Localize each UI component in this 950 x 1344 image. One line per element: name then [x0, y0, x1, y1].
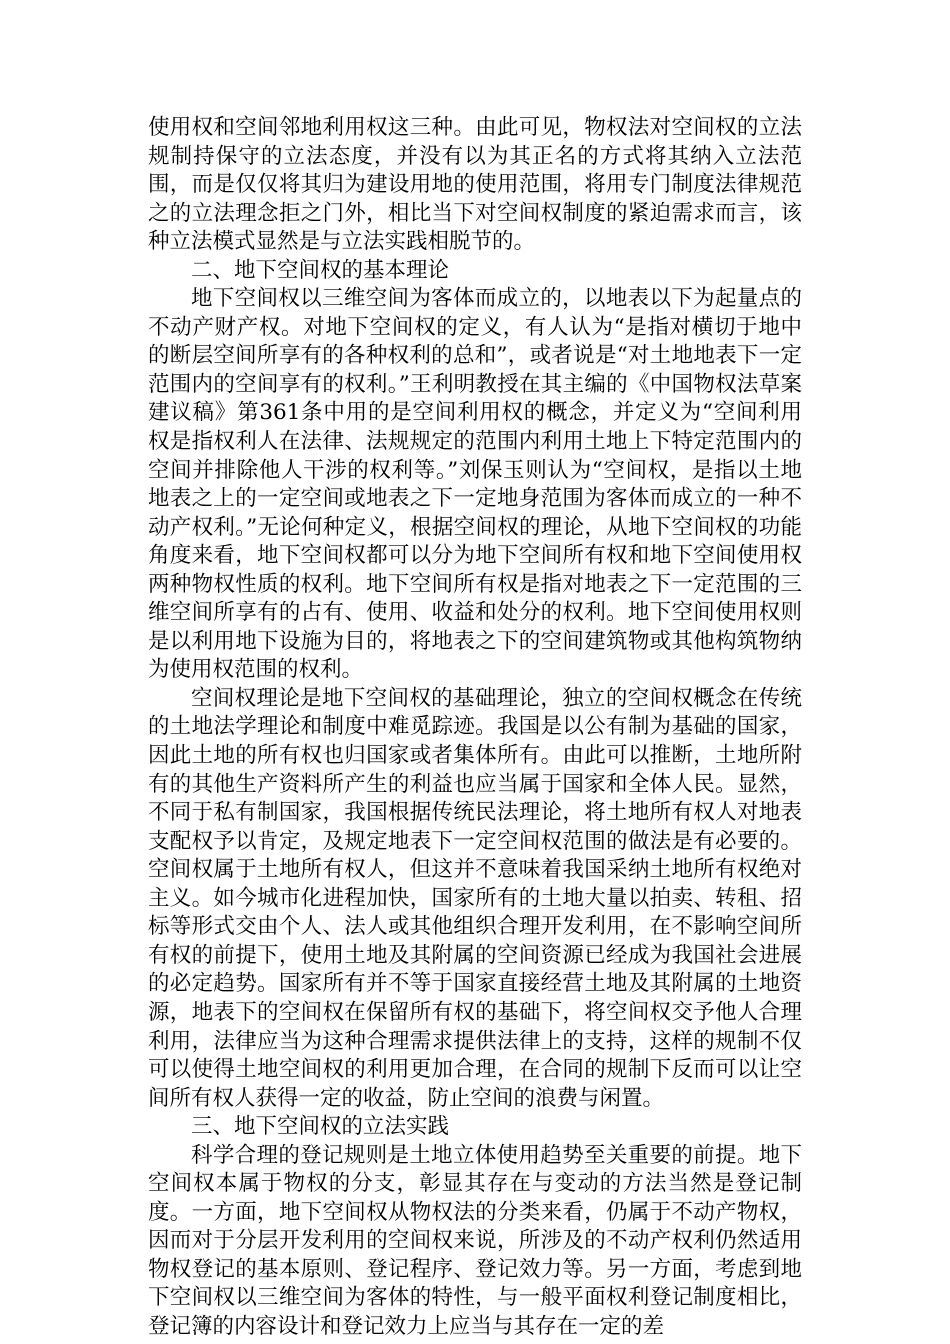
section-heading-2: 二、地下空间权的基本理论 [191, 257, 450, 283]
section-heading-3: 三、地下空间权的立法实践 [191, 1114, 450, 1140]
paragraph-registration: 科学合理的登记规则是土地立体使用趋势至关重要的前提。地下空间权本属于物权的分支，彰显其存在与变动的方法当然是登记制度。一方面，地下空间权从物权法的分类来看，仍属于不动产物权，因而对于分层开发利用的空间权来说，所涉及的不动产权利仍然适用物权登记的基本原则、登记程序、登记效力等。另一方面，考虑到地下空间权以三维空间为客体的特性，与一般平面权利登记制度相比，登记簿的内容设计和登记效力上应当与其存在一定的差 [148, 1142, 802, 1339]
paragraph-theory: 空间权理论是地下空间权的基础理论，独立的空间权概念在传统的土地法学理论和制度中难觅踪迹。我国是以公有制为基础的国家，因此土地的所有权也归国家或者集体所有。由此可以推断，土地所附有的其他生产资料所产生的利益也应当属于国家和全体人民。显然，不同于私有制国家，我国根据传统民法理论，将土地所有权人对地表支配权予以肯定，及规定地表下一定空间权范围的做法是有必要的。空间权属于土地所有权人，但这并不意味着我国采纳土地所有权绝对主义。如今城市化进程加快，国家所有的土地大量以拍卖、转租、招标等形式交由个人、法人或其他组织合理开发利用，在不影响空间所有权的前提下，使用土地及其附属的空间资源已经成为我国社会进展的必定趋势。国家所有并不等于国家直接经营土地及其附属的土地资源，地表下的空间权在保留所有权的基础下，将空间权交予他人合理利用，法律应当为这种合理需求提供法律上的支持，这样的规制不仅可以使得土地空间权的利用更加合理，在合同的规制下反而可以让空间所有权人获得一定的收益，防止空间的浪费与闲置。 [148, 685, 802, 1111]
paragraph-intro: 使用权和空间邻地利用权这三种。由此可见，物权法对空间权的立法规制持保守的立法态度，并没有以为其正名的方式将其纳入立法范围，而是仅仅将其归为建设用地的使用范围，将用专门制度法律规范之的立法理念拒之门外，相比当下对空间权制度的紧迫需求而言，该种立法模式显然是与立法实践相脱节的。 [148, 115, 802, 255]
document-page [148, 114, 802, 1342]
paragraph-definition: 地下空间权以三维空间为客体而成立的，以地表以下为起量点的不动产财产权。对地下空间权的定义，有人认为“是指对横切于地中的断层空间所享有的各种权利的总和”，或者说是“对土地地表下一定范围内的空间享有的权利。”王利明教授在其主编的《中国物权法草案建议稿》第361条中用的是空间利用权的概念，并定义为“空间利用权是指权利人在法律、法规规定的范围内利用土地上下特定范围内的空间并排除他人干涉的权利等。”刘保玉则认为“空间权，是指以土地地表之上的一定空间或地表之下一定地身范围为客体而成立的一种不动产权利。”无论何种定义，根据空间权的理论，从地下空间权的功能角度来看，地下空间权都可以分为地下空间所有权和地下空间使用权两种物权性质的权利。地下空间所有权是指对地表之下一定范围的三维空间所享有的占有、使用、收益和处分的权利。地下空间使用权则是以利用地下设施为目的，将地表之下的空间建筑物或其他构筑物纳为使用权范围的权利。 [148, 286, 802, 683]
